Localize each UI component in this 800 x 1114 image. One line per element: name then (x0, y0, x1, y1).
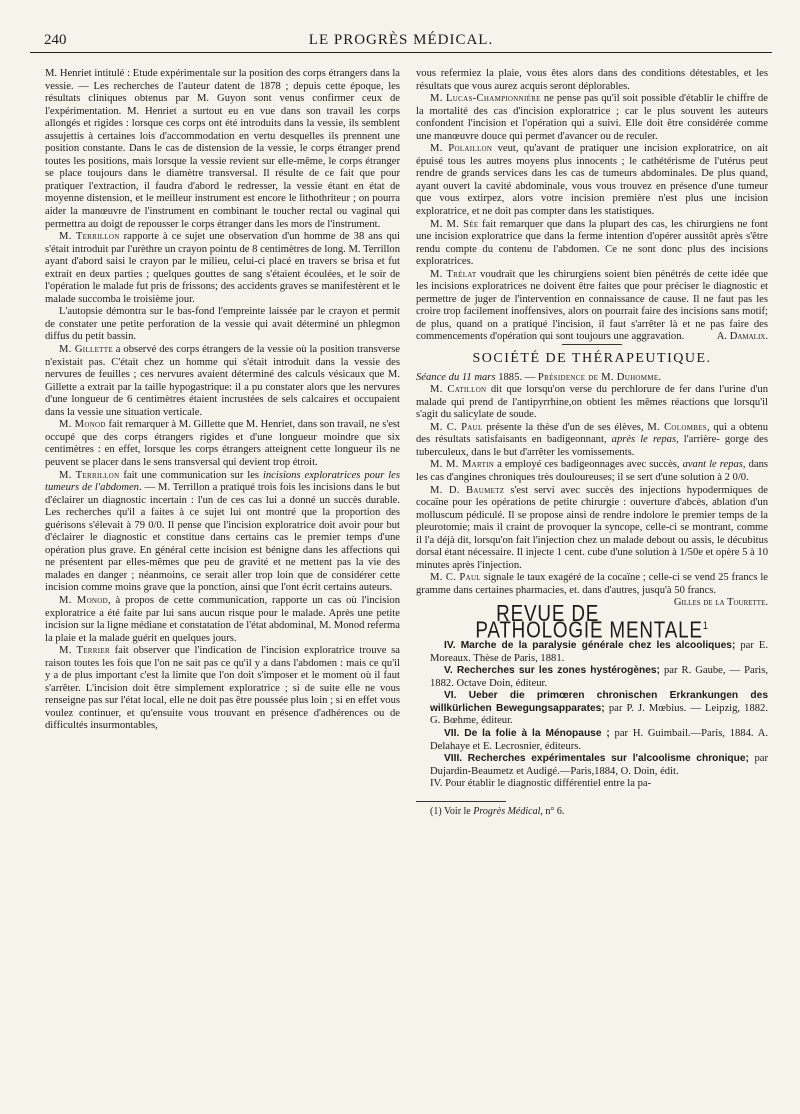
paragraph-text: , qui a obtenu des résultats satisfaisants en badigeonnant, (416, 421, 769, 446)
paragraph (416, 384, 768, 422)
left-column (45, 68, 400, 733)
paragraph: vous refermiez la plaie, vous êtes alors dans des conditions détestables, et les résultats que vous aurez acquis seront déplorables. (416, 68, 768, 92)
reference-item (416, 753, 768, 778)
footnote (416, 806, 768, 819)
reference-title: VIII. Recherches expérimentales sur l'alcoolisme chronique; (444, 753, 749, 765)
reference-details: par P. J. Mœbius. — Leipzig, 1882. G. Bœhme, éditeur. (430, 702, 768, 727)
paragraph-text: , l'arrière- gorge des tuberculeux, dans le but d'arrêter les vomissements. (416, 434, 768, 458)
reference-title: V. Recherches sur les zones hystérogènes; (444, 665, 660, 677)
paragraph (45, 231, 400, 306)
paragraph-text: dit que lorsqu'on verse du perchlorure de fer dans l'urine d'un malade qui prend de l'antipyrrhine,on obtient les mêmes réactions que lorsqu'il s'agit du salicylate de soude. (416, 384, 768, 421)
right-column (416, 68, 768, 818)
section-title: SOCIÉTÉ DE THÉRAPEUTIQUE. (472, 351, 712, 367)
page-header (30, 30, 772, 53)
reference-list (416, 640, 768, 778)
speaker-name: M. Monod (59, 594, 108, 606)
session-year: 1885. — (495, 371, 538, 383)
paragraph-text: s'est servi avec succès des injections hypodermiques de cocaïne pour les opérations de petite chirurgie : ouverture d'abcès, ablation d'un molluscum pédiculé. Il se propose ainsi de rendre indolore le premier temps de la pleurotomie; mais il craint de provoquer la syncope, celle-ci se montrant, comme il l'a déjà dit, lorsqu'on fait l'injection chez un malade debout ou assis, le décubitus dorsal étant nécessaire. Il injecte 1 cent. cube d'une solution à 1/50e et opère 5 à 10 minutes après l'injection. (416, 484, 768, 571)
paragraph-text: , dans les cas d'angines chroniques très douloureuses; il se sert d'une solution à 2 0/0. (416, 459, 768, 483)
reference-item (416, 640, 768, 665)
paragraph (416, 93, 768, 143)
paragraph-text: a observé des corps étrangers de la vessie où la position transverse n'existait pas. C'était chez un homme qui s'était introduit dans la vessie des nervures de feuilles ; ces nervures avaient déterminé des calculs vésicaux que M. Gillette a extrait par la taille hypogastrique: il a pu constater alors que les nervures d'une longueur de 6 centimètres étaient incrustées de sels calcaires et occupaient dans la vessie une situation verticale. (45, 344, 400, 418)
reference-details: par H. Guimbail.—Paris, 1884. A. Delahaye et E. Lecrosnier, éditeurs. (430, 728, 768, 752)
reference-item (416, 728, 768, 753)
speaker-name: M. D. Baumetz (430, 484, 505, 496)
paragraph-text: . — M. Terrillon a pratiqué trois fois les incisions dans le but d'éclairer un diagnostic incertain : l'un de ces cas lui a donné un succès durable. Les recherches qu'il a faites à ce sujet lui ont montré que la proportion des guérisons s'élevait à 79 0/0. Il pense que l'incision exploratrice doit avoir pour but d'éclairer le diagnostic et constitue dans certains cas le premier temps d'une opération plus grave. En général cette incision est bénigne dans les affections qui ne présentent par elles-mêmes que peu de gravité et ne mettent pas la vie des malades en danger ; néanmoins, ce serait aller trop loin que de considérer cette incision comme moins grave que la ponction, ainsi que l'ont écrit certains auteurs. (45, 482, 400, 594)
paragraph: IV. Pour établir le diagnostic différentiel entre la pa- (430, 778, 652, 790)
paragraph (45, 470, 400, 595)
paragraph: M. Henriet intitulé : Etude expérimentale sur la position des corps étrangers dans la vessie. — Les recherches de l'auteur datent de 1878 ; depuis cette époque, les résultats cliniques obtenus par M. Guyon sont venus confirmer ceux de l'expérimentation. M. Henriet a surtout eu en vue dans son travail les corps allongés et rigides : lorsque ces corps ont été introduits dans la vessie, ils semblent assujettis à certaines lois d'accommodation en vertu desquelles ils prennent une position constante. Dans le cas de distension de la vessie, le corps étranger prend toutes les positions, mais lorsque la vessie revient sur elle-même, le corps étranger se place toujours dans le diamètre transversal. Il résulte de ce fait que pour pratiquer l'extraction, il faudra d'abord le redresser, la vessie étant en état de moyenne distension, et le meilleur instrument est encore le lithothriteur ; on pourra aider la manœuvre de l'instrument en combinant le toucher rectal ou vaginal qui permettra au doigt de repousser le corps étranger dans les mors de l'instrument. (45, 68, 400, 230)
paragraph-text: fait une communication sur les (119, 469, 263, 481)
paragraph-text: veut, qu'avant de pratiquer une incision exploratrice, on ait épuisé tous les autres moyens plus innocents ; le cathétérisme de l'utérus peut rendre de grands services dans les cas de tumeurs abdominales. De plus quand, ayant ouvert la cavité abdominale, vous vous trouvez en présence d'une tumeur que vous extirpez, alors votre incision première n'est plus une incision exploratrice, et ne doit pas compter dans les statistiques. (416, 143, 768, 218)
paragraph (416, 422, 768, 460)
journal-name: Progrès Médical (473, 805, 541, 817)
section-title-text: REVUE DE PATHOLOGIE MENTALE (475, 600, 703, 643)
speaker-name: M. Terrier (59, 645, 110, 657)
reference-details: par Dujardin-Beaumetz et Audigé.—Paris,1884, O. Doin, édit. (430, 753, 768, 777)
paragraph-text: présente la thèse d'un de ses élèves, (482, 421, 648, 433)
speaker-name: M. Trélat (430, 268, 477, 280)
paragraph-text: ne pense pas qu'il soit possible d'établir le chiffre de la mortalité des cas d'incision exploratrice ; car le plus souvent les auteurs confondent l'incision et l'opération qui a suivi. Elle doit être considérée comme une manœuvre douce qui permet d'avancer ou de reculer. (416, 93, 768, 142)
reference-details: par R. Gaube, — Paris, 1882. Octave Doin, éditeur. (430, 665, 768, 689)
paragraph (45, 645, 400, 733)
paragraph-text: , à propos de cette communication, rapporte un cas où l'incision exploratrice a été faite par lui sans aucun risque pour le malade. Après une petite incision sur la ligne médiane et constatation de l'état abdominal, M. Monod referma la plaie et la malade guérit en quelques jours. (45, 594, 400, 644)
footnote-divider (416, 801, 506, 802)
paragraph (416, 143, 768, 218)
communication-title: incisions exploratrices pour les tumeurs de l'abdomen (45, 469, 401, 494)
footnote-text: , n° 6. (540, 805, 565, 817)
paragraph: L'autopsie démontra sur le bas-fond l'empreinte laissée par le crayon et permit de constater une petite perforation de la vessie qui avait déterminé un phlegmon diffus du petit bassin. (45, 306, 400, 343)
speaker-name: M. Gillette (59, 344, 113, 356)
paragraph (416, 572, 768, 609)
paragraph (416, 485, 768, 573)
divider (562, 344, 622, 345)
emphasis: après le repas (611, 434, 677, 446)
paragraph (416, 269, 768, 344)
paragraph-text: a employé ces badigeonnages avec succès, (494, 459, 683, 471)
footnote-text: (1) Voir le (430, 805, 474, 817)
paragraph (416, 219, 768, 269)
speaker-name: M. C. Paul (430, 572, 481, 584)
signature: A. Damalix. (716, 331, 768, 343)
paragraph (45, 419, 400, 469)
speaker-name: M. C. Paul (430, 421, 483, 433)
paragraph (45, 595, 400, 645)
presidency: Présidence de M. Duhomme. (537, 371, 662, 383)
speaker-name: M. Monod (59, 419, 106, 431)
reference-title: VII. De la folie à la Ménopause ; (444, 728, 610, 739)
signature: Gilles de la Tourette. (673, 597, 768, 609)
reference-item (416, 665, 768, 690)
running-title: LE PROGRÈS MÉDICAL. (308, 32, 494, 48)
paragraph-text: fait remarquer à M. Gillette que M. Henriet, dans son travail, ne s'est occupé que des corps étrangers rigides et d'une longueur moindre que six centimètres : en effet, lorsque les corps étrangers atteignent cette longueur ils ne peuvent se placer dans le sens transversal qui devient trop étroit. (45, 419, 400, 468)
paragraph-text: rapporte à ce sujet une observation d'un homme de 38 ans qui s'était introduit par l'urèthre un crayon pointu de 8 centimètres de long. M. Terrillon ayant d'abord saisi le crayon par le milieu, celui-ci placé en travers se brisa et fut extrait en deux parties ; quelques gouttes de sang s'étaient écoulées, et le soir de l'opération le malade fut pris de frissons; des accidents graves se manifestèrent et le malade succomba le troisième jour. (45, 231, 400, 305)
session-date: Séance du 11 mars (416, 371, 496, 383)
speaker-name: M. M. Sée (430, 218, 479, 230)
speaker-name: M. Colombes (647, 421, 707, 433)
speaker-name: M. Terrillon (59, 469, 120, 481)
reference-item (416, 690, 768, 728)
speaker-name: M. Terrillon (59, 231, 120, 243)
paragraph-text: signale le taux exagéré de la cocaïne ; celle-ci se vend 25 francs le gramme dans certaines pharmacies, et. dans d'autres, jusqu'à 50 francs. (416, 572, 768, 596)
emphasis: avant le repas (682, 459, 743, 471)
speaker-name: M. M. Martin (430, 459, 495, 471)
paragraph-text: fait remarquer que dans la plupart des cas, les chirurgiens ne font une incision exploratrice que dans la ferme intention d'opérer aussitôt après s'être rendu compte du contenu de l'abdomen. Ce ne sont donc plus des incisions exploratrices. (416, 218, 769, 268)
speaker-name: M. Lucas-Championnière (430, 93, 541, 105)
paragraph (416, 459, 768, 484)
reference-title: VI. Ueber die primœren chronischen Erkrankungen des willkürlichen Bewegungsapparates; (430, 690, 768, 714)
paragraph-text: fait observer que l'indication de l'incision exploratrice trouve sa raison toutes les fois que l'on ne sait pas ce qu'il y a dans l'abdomen : mais ce qu'il y a de plus important c'est la limite que l'on doit s'imposer et le moment où il faut s'arrêter. L'incision doit être simplement exploratrice ; si de suite elle ne vous renseigne pas sur l'état local, elle ne doit pas être poussée plus loin ; si en effet vous voulez continuer, et qu'ensuite vous trouvant en présence d'adhérences ou de difficultés insurmontables, (45, 645, 400, 732)
paragraph (45, 344, 400, 419)
session-line (416, 372, 768, 385)
speaker-name: M. Polaillon (430, 143, 493, 155)
footnote-marker: 1 (702, 619, 709, 632)
speaker-name: M. Catillon (430, 384, 487, 396)
reference-title: IV. Marche de la paralysie générale chez les alcooliques; (444, 640, 736, 652)
page-number: 240 (44, 32, 67, 48)
paragraph-text: voudrait que les chirurgiens soient bien pénétrés de cette idée que les incisions exploratrices ne doivent être faites que pour préciser le diagnostic et permettre de juger de l'intervention en connaissance de cause. Il ne faut pas les croire trop facilement inoffensives, alors on pourrait faire des incisions sans motif; de plus, quand on a pratiqué l'incision, il faut s'arrêter là et ne pas faire des commencements d'opération qui sont toujours une aggravation. (416, 268, 769, 343)
reference-details: par E. Moreaux. Thèse de Paris, 1881. (430, 640, 768, 664)
